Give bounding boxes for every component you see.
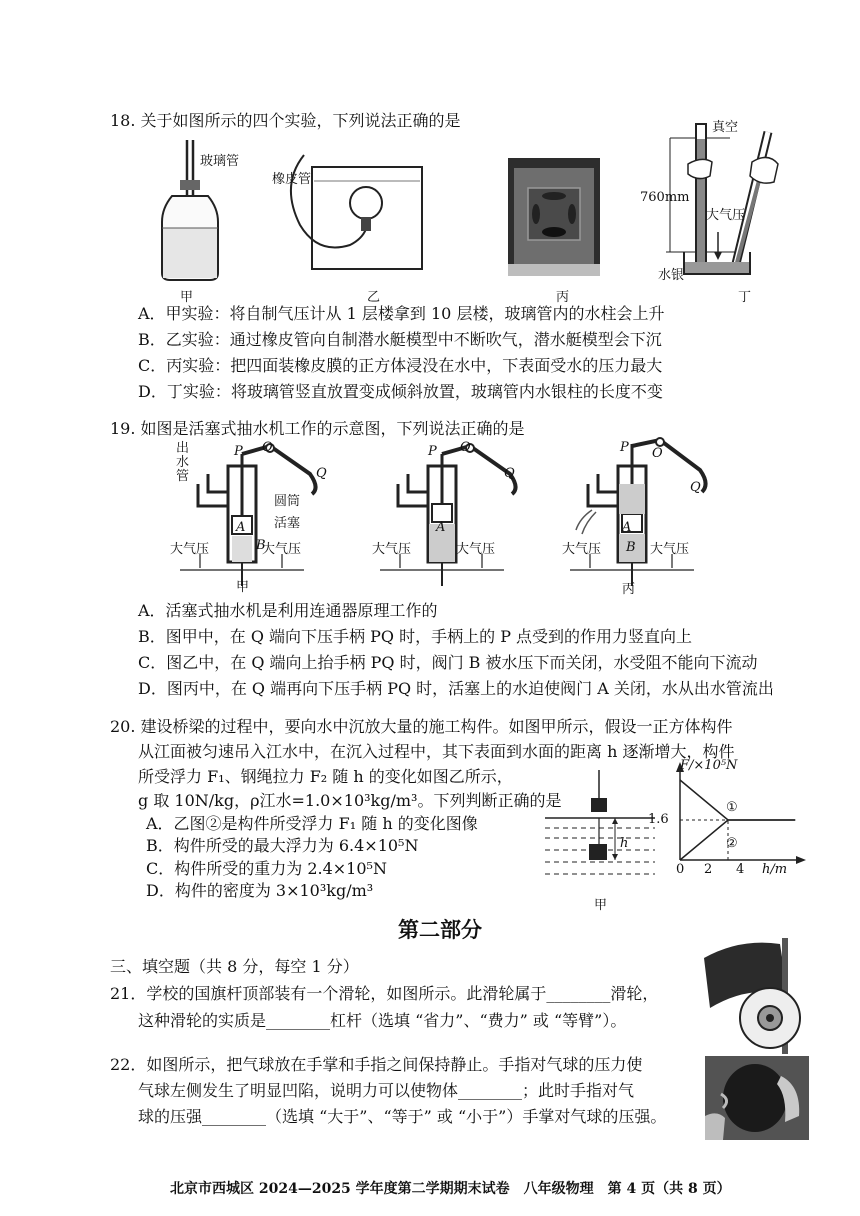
label-b-bing: B: [626, 540, 636, 555]
label-p-bing: P: [620, 440, 629, 455]
q18-stem: 18. 关于如图所示的四个实验，下列说法正确的是: [110, 111, 461, 130]
caption-18-bing: 丙: [556, 290, 570, 305]
q18-option-c: C．丙实验：把四面装橡皮膜的正方体浸没在水中，下表面受水的压力最大: [138, 356, 663, 375]
q22-line3: 球的压强________（选填 “大于”、“等于” 或 “小于”）手掌对气球的压强。: [138, 1107, 667, 1126]
fig20-jia-component: [545, 770, 655, 890]
fig21-flag-pulley-photo: [700, 938, 810, 1054]
q19-option-d: D．图丙中，在 Q 端再向下压手柄 PQ 时，活塞上的水迫使阀门 A 关闭，水从出水管流出: [138, 679, 774, 698]
label-q-yi: Q: [504, 466, 515, 481]
chart-xtick-0: 0: [676, 862, 685, 877]
caption-19-jia: 甲: [236, 580, 250, 595]
q19-option-a: A．活塞式抽水机是利用连通器原理工作的: [138, 601, 438, 620]
label-atm-ding: 大气压: [706, 208, 746, 223]
chart-series-label-1: ①: [726, 800, 738, 815]
label-o-jia: O: [262, 440, 273, 455]
caption-20-jia: 甲: [594, 898, 608, 913]
label-atm-bing-left: 大气压: [562, 542, 602, 557]
q20-option-a: A．乙图②是构件所受浮力 F₁ 随 h 的变化图像: [146, 814, 478, 833]
caption-19-bing: 丙: [622, 582, 636, 597]
fig19-pumps: [170, 441, 730, 594]
caption-18-yi: 乙: [367, 290, 381, 305]
fig18-bing-photo: [508, 158, 600, 276]
section-fill-blank: 三、填空题（共 8 分，每空 1 分）: [110, 957, 359, 976]
q20-stem-line3: 所受浮力 F₁、钢绳拉力 F₂ 随 h 的变化如图乙所示，: [138, 767, 513, 786]
fig22-balloon-photo: [705, 1056, 809, 1140]
label-atm-jia-left: 大气压: [170, 542, 210, 557]
q19-stem: 19. 如图是活塞式抽水机工作的示意图，下列说法正确的是: [110, 419, 525, 438]
q20-option-c: C．构件所受的重力为 2.4×10⁵N: [146, 859, 387, 878]
q21-line1: 21．学校的国旗杆顶部装有一个滑轮，如图所示。此滑轮属于________滑轮，: [110, 984, 659, 1003]
label-outlet-pipe: 出水管: [176, 441, 190, 484]
q18-option-d: D．丁实验：将玻璃管竖直放置变成倾斜放置，玻璃管内水银柱的长度不变: [138, 382, 663, 401]
label-atm-jia-right: 大气压: [262, 542, 302, 557]
label-o-bing: O: [652, 446, 663, 461]
q19-option-b: B．图甲中，在 Q 端向下压手柄 PQ 时，手柄上的 P 点受到的作用力竖直向上: [138, 627, 693, 646]
label-b-jia: B: [256, 538, 266, 553]
q20-stem-line2: 从江面被匀速吊入江水中，在沉入过程中，其下表面到水面的距离 h 逐渐增大，构件: [138, 742, 735, 761]
caption-18-ding: 丁: [738, 290, 752, 305]
chart-ylabel: F/×10⁵N: [680, 758, 738, 773]
part2-title: 第二部分: [398, 918, 482, 942]
label-rubber-tube: 橡皮管: [272, 172, 312, 187]
label-glass-tube: 玻璃管: [200, 154, 240, 169]
q20-stem-line4: g 取 10N/kg，ρ江水=1.0×10³kg/m³。下列判断正确的是: [138, 791, 562, 810]
q20-stem-line1: 20. 建设桥梁的过程中，要向水中沉放大量的施工构件。如图甲所示，假设一正方体构件: [110, 717, 733, 736]
label-q-jia: Q: [316, 466, 327, 481]
label-piston: 活塞: [274, 516, 301, 531]
label-atm-bing-right: 大气压: [650, 542, 690, 557]
label-mercury: 水银: [658, 268, 685, 283]
label-a-bing: A: [622, 520, 632, 535]
label-vacuum: 真空: [712, 120, 739, 135]
chart-xtick-2: 2: [704, 862, 713, 877]
q18-option-b: B．乙实验：通过橡皮管向自制潜水艇模型中不断吹气，潜水艇模型会下沉: [138, 330, 662, 349]
q22-line1: 22．如图所示，把气球放在手掌和手指之间保持静止。手指对气球的压力使: [110, 1055, 643, 1074]
q21-line2: 这种滑轮的实质是________杠杆（选填 “省力”、“费力” 或 “等臂”）。: [138, 1011, 627, 1030]
chart-series-label-2: ②: [726, 836, 738, 851]
chart-xtick-4: 4: [736, 862, 745, 877]
label-h: h: [620, 836, 629, 851]
label-a-yi: A: [436, 520, 446, 535]
q18-option-a: A．甲实验：将自制气压计从 1 层楼拿到 10 层楼，玻璃管内的水柱会上升: [138, 304, 665, 323]
label-atm-yi-left: 大气压: [372, 542, 412, 557]
page-footer: 北京市西城区 2024—2025 学年度第二学期期末试卷 八年级物理 第 4 页（共 8 页）: [170, 1181, 731, 1197]
caption-18-jia: 甲: [180, 290, 194, 305]
label-q-bing: Q: [690, 480, 701, 495]
q20-option-d: D．构件的密度为 3×10³kg/m³: [146, 881, 374, 900]
fig18-yi-submarine: [270, 145, 440, 275]
q19-option-c: C．图乙中，在 Q 端向上抬手柄 PQ 时，阀门 B 被水压下而关闭，水受阻不能向下流动: [138, 653, 758, 672]
label-cylinder: 圆筒: [274, 494, 301, 509]
chart-ytick-1.6: 1.6: [648, 812, 669, 827]
label-760mm: 760mm: [640, 190, 690, 205]
label-o-yi: O: [460, 440, 471, 455]
chart-xlabel: h/m: [762, 862, 788, 877]
label-p-jia: P: [234, 444, 243, 459]
label-a-jia: A: [236, 520, 246, 535]
label-p-yi: P: [428, 444, 437, 459]
q20-option-b: B．构件所受的最大浮力为 6.4×10⁵N: [146, 836, 419, 855]
label-atm-yi-right: 大气压: [456, 542, 496, 557]
q22-line2: 气球左侧发生了明显凹陷，说明力可以使物体________；此时手指对气: [138, 1081, 635, 1100]
chart-x-arrow: [796, 856, 806, 864]
